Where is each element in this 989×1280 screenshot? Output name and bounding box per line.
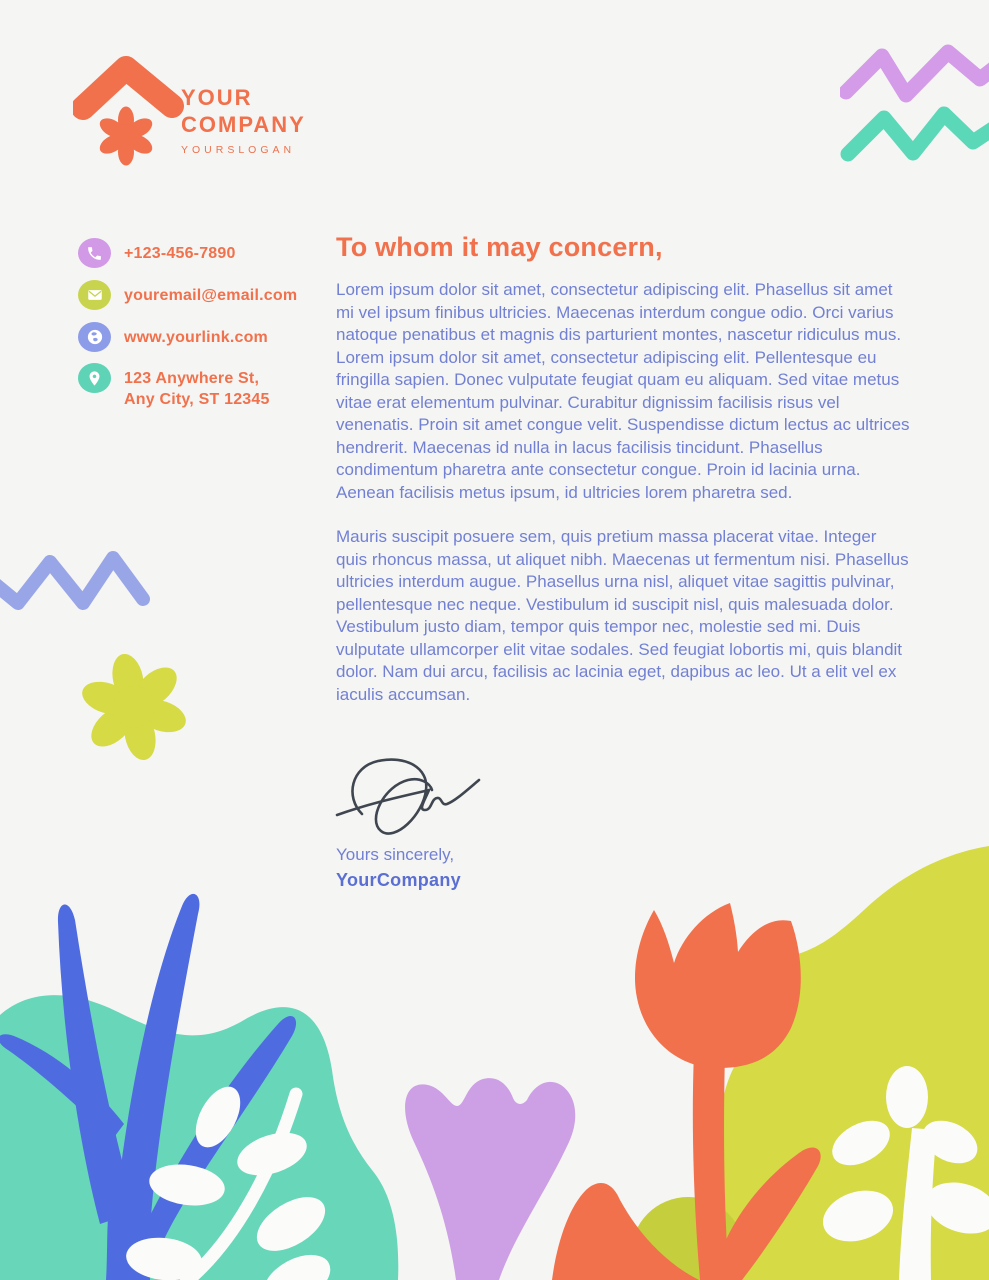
address-line-1: 123 Anywhere St,: [124, 370, 260, 387]
bottom-floral-illustration: [0, 840, 989, 1280]
periwinkle-zigzag-icon: [0, 558, 143, 603]
purple-zigzag-icon: [846, 52, 989, 95]
globe-icon: [78, 322, 111, 352]
logo-text-block: [181, 84, 306, 156]
website-url: www.yourlink.com: [124, 329, 268, 346]
letter-closing: Yours sincerely,: [336, 845, 455, 864]
phone-number: +123-456-7890: [124, 245, 236, 262]
company-slogan: YOURSLOGAN: [181, 144, 296, 156]
contact-row-phone: [78, 238, 236, 268]
letter-paragraph-1: Lorem ipsum dolor sit amet, consectetur adipiscing elit. Phasellus sit amet mi vel ipsum finibus ultricies. Maecenas interdum congue odio. Orci varius natoque penatibus et magnis dis parturient montes, nascetur ridiculus mus. Lorem ipsum dolor sit amet, consectetur adipiscing elit. Pellentesque eu fringilla sapien. Donec vulputate feugiat quam eu aliquam. Sed vitae metus vitae erat elementum pulvinar. Curabitur dignissim facilisis risus vel venenatis. Proin sit amet congue velit. Suspendisse dictum lectus ac ultrices hendrerit. Maecenas id nulla in lacus facilisis tincidunt. Phasellus condimentum pharetra ante consectetur congue. Proin id lacinia urna. Aenean facilisis metus ipsum, id ultricies lorem pharetra sed.: [336, 280, 910, 502]
contact-row-website: [78, 322, 268, 352]
letter-paragraph-2: Mauris suscipit posuere sem, quis pretium massa placerat vitae. Integer quis rhoncus massa, ut aliquet nibh. Maecenas ut fermentum nisi. Phasellus ultricies interdum augue. Phasellus urna nisl, aliquet vitae sagittis pulvinar, pellentesque nec neque. Vestibulum id suscipit nisl, quis malesuada dolor. Vestibulum justo diam, tempor quis tempor nec, molestie sed mi. Duis vulputate ullamcorper elit vitae sodales. Sed feugiat lobortis mi, quis blandit dolor. Nam dui arcu, facilisis ac lacinia eget, dapibus ac leo. Ut a elit vel ex iaculis accumsan.: [336, 527, 909, 704]
flower-blob-icon: [70, 648, 199, 770]
contact-row-email: [78, 280, 297, 310]
yellow-flower-decoration: [68, 648, 208, 770]
phone-icon: [78, 238, 111, 268]
flower-mark-icon: [96, 107, 155, 166]
letter-body: [336, 279, 912, 728]
roof-chevron-icon: [83, 68, 172, 108]
zigzag-decoration-top-right: [840, 40, 989, 185]
letter-salutation: To whom it may concern,: [336, 232, 663, 262]
contact-row-address: [78, 363, 270, 410]
letter-signer-name: YourCompany: [336, 870, 461, 890]
email-address: youremail@email.com: [124, 287, 298, 304]
postal-address: [124, 363, 270, 410]
lilac-tulip: [405, 1078, 575, 1280]
address-line-2: Any City, ST 12345: [124, 391, 270, 408]
location-pin-icon: [78, 363, 111, 393]
company-name-line2: COMPANY: [181, 112, 306, 137]
company-name-line1: YOUR: [181, 85, 253, 110]
handwritten-signature: [332, 752, 484, 849]
teal-zigzag-icon: [848, 114, 989, 154]
logo-mark-icon: [73, 56, 185, 168]
zigzag-decoration-left: [0, 545, 155, 615]
email-icon: [78, 280, 111, 310]
